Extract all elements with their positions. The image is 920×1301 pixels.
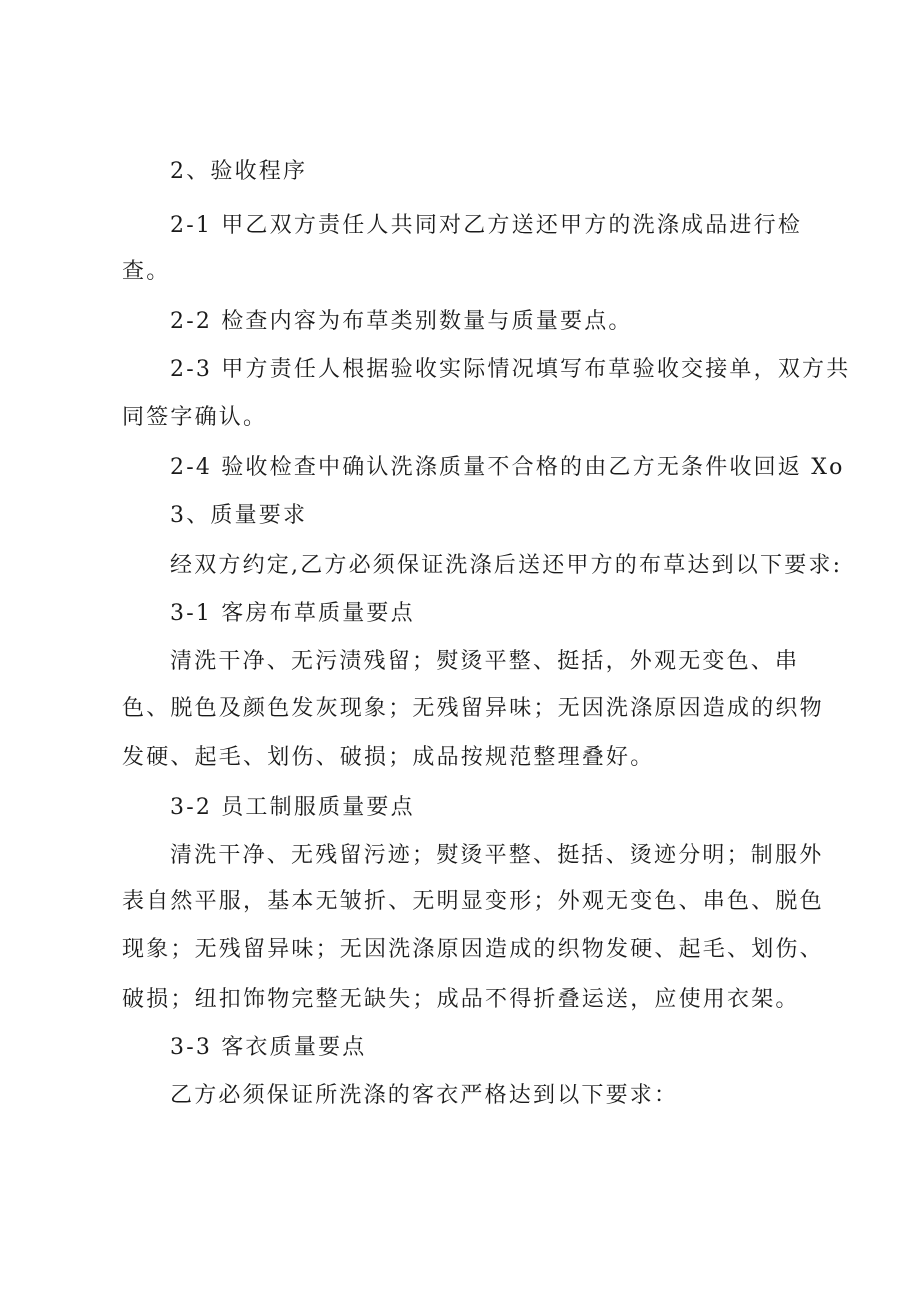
heading-3-2: 3-2 员工制服质量要点 bbox=[170, 795, 415, 820]
paragraph-3-2-line-3: 现象；无残留异味；无因洗涤原因造成的织物发硬、起毛、划伤、 bbox=[122, 937, 824, 962]
heading-quality-requirements: 3、质量要求 bbox=[170, 503, 308, 528]
heading-3-3: 3-3 客衣质量要点 bbox=[170, 1035, 367, 1060]
paragraph-3-2-line-4: 破损；纽扣饰物完整无缺失；成品不得折叠运送，应使用衣架。 bbox=[122, 987, 800, 1012]
paragraph-agreement: 经双方约定,乙方必须保证洗涤后送还甲方的布草达到以下要求: bbox=[170, 553, 843, 578]
heading-acceptance-procedure: 2、验收程序 bbox=[170, 159, 308, 184]
paragraph-3-1-line-1: 清洗干净、无污渍残留；熨烫平整、挺括，外观无变色、串 bbox=[170, 649, 800, 674]
heading-3-1: 3-1 客房布草质量要点 bbox=[170, 601, 415, 626]
paragraph-3-1-line-2: 色、脱色及颜色发灰现象；无残留异味；无因洗涤原因造成的织物 bbox=[122, 696, 824, 721]
paragraph-3-2-line-2: 表自然平服，基本无皱折、无明显变形；外观无变色、串色、脱色 bbox=[122, 889, 824, 914]
paragraph-2-3-continued: 同签字确认。 bbox=[122, 405, 268, 430]
paragraph-3-1-line-3: 发硬、起毛、划伤、破损；成品按规范整理叠好。 bbox=[122, 745, 655, 770]
paragraph-2-1-continued: 查。 bbox=[122, 259, 171, 284]
paragraph-2-3: 2-3 甲方责任人根据验收实际情况填写布草验收交接单，双方共 bbox=[170, 357, 851, 382]
paragraph-2-2: 2-2 检查内容为布草类别数量与质量要点。 bbox=[170, 309, 633, 334]
paragraph-2-1: 2-1 甲乙双方责任人共同对乙方送还甲方的洗涤成品进行检 bbox=[170, 213, 803, 238]
paragraph-3-2-line-1: 清洗干净、无残留污迹；熨烫平整、挺括、烫迹分明；制服外 bbox=[170, 843, 824, 868]
paragraph-2-4: 2-4 验收检查中确认洗涤质量不合格的由乙方无条件收回返 Xo bbox=[170, 455, 845, 480]
paragraph-3-3: 乙方必须保证所洗涤的客衣严格达到以下要求： bbox=[170, 1083, 679, 1108]
